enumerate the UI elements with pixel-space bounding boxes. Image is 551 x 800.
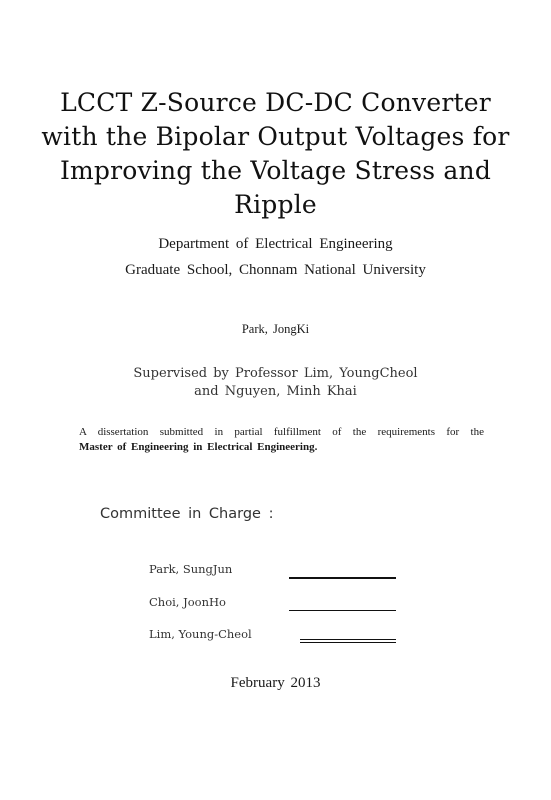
- signature-line: [289, 577, 396, 579]
- committee-member: [149, 562, 399, 582]
- degree-name: Master of Engineering in Electrical Engineering.: [79, 441, 318, 453]
- graduate-school: Graduate School, Chonnam National University: [125, 262, 426, 278]
- member-name: Park, SungJun: [149, 562, 233, 576]
- signature-line: [289, 610, 396, 611]
- committee-member: [149, 595, 399, 615]
- supervisor-line-1: Supervised by Professor Lim, YoungCheol: [133, 366, 418, 381]
- dissertation-statement: A dissertation submitted in partial fulfillment of the requirements for the: [79, 426, 484, 438]
- title-line-2: with the Bipolar Output Voltages for: [41, 122, 510, 151]
- committee-member: [149, 627, 399, 647]
- member-name: Choi, JoonHo: [149, 595, 226, 609]
- title-line-3: Improving the Voltage Stress and: [59, 156, 492, 185]
- submission-date: February 2013: [230, 675, 321, 691]
- title-line-4: Ripple: [234, 190, 317, 219]
- signature-line: [300, 639, 396, 643]
- department: Department of Electrical Engineering: [158, 236, 393, 252]
- committee-heading: Committee in Charge :: [100, 506, 274, 522]
- author-name: Park, JongKi: [241, 322, 310, 336]
- supervisor-line-2: and Nguyen, Minh Khai: [194, 384, 357, 399]
- thesis-title: [0, 86, 551, 222]
- member-name: Lim, Young-Cheol: [149, 627, 252, 641]
- title-line-1: LCCT Z-Source DC-DC Converter: [60, 88, 491, 117]
